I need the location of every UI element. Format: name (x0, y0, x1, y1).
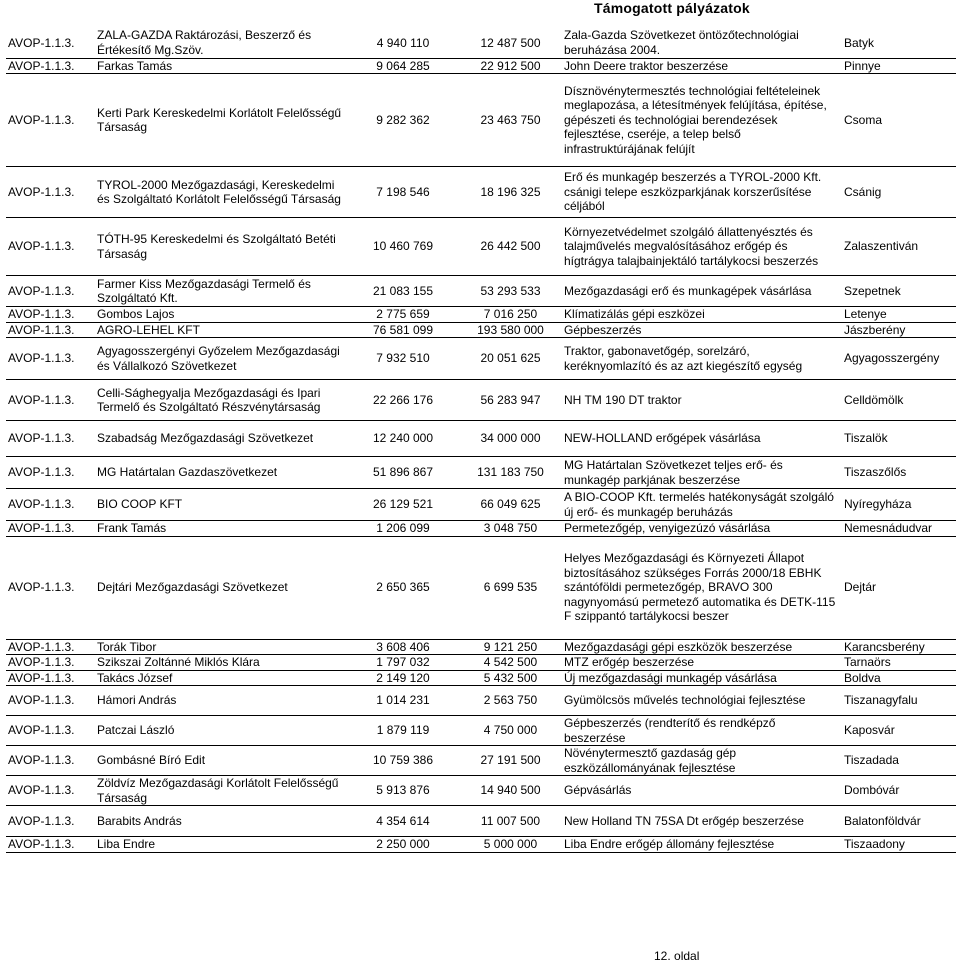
grant-code: AVOP-1.1.3. (6, 457, 95, 489)
location: Dejtár (842, 536, 956, 639)
total-cost: 11 007 500 (460, 806, 562, 837)
table-row (6, 776, 956, 806)
support-amount: 5 913 876 (347, 776, 460, 806)
project-description: Klímatizálás gépi eszközei (562, 307, 842, 323)
beneficiary-name: Farmer Kiss Mezőgazdasági Termelő és Szolgáltató Kft. (95, 276, 347, 307)
project-description: NH TM 190 DT traktor (562, 380, 842, 421)
support-amount: 12 240 000 (347, 421, 460, 457)
support-amount: 1 879 119 (347, 716, 460, 746)
location: Kaposvár (842, 716, 956, 746)
table-row (6, 521, 956, 537)
location: Szepetnek (842, 276, 956, 307)
table-row (6, 218, 956, 276)
total-cost: 26 442 500 (460, 218, 562, 276)
location: Nyíregyháza (842, 489, 956, 521)
support-amount: 2 650 365 (347, 536, 460, 639)
total-cost: 7 016 250 (460, 307, 562, 323)
grant-code: AVOP-1.1.3. (6, 167, 95, 218)
location: Agyagosszergény (842, 338, 956, 380)
total-cost: 66 049 625 (460, 489, 562, 521)
support-amount: 26 129 521 (347, 489, 460, 521)
support-amount: 2 149 120 (347, 670, 460, 686)
location: Balatonföldvár (842, 806, 956, 837)
total-cost: 2 563 750 (460, 686, 562, 716)
project-description: NEW-HOLLAND erőgépek vásárlása (562, 421, 842, 457)
beneficiary-name: Kerti Park Kereskedelmi Korlátolt Felelősségű Társaság (95, 74, 347, 167)
table-row (6, 380, 956, 421)
total-cost: 9 121 250 (460, 639, 562, 655)
beneficiary-name: TYROL-2000 Mezőgazdasági, Kereskedelmi és Szolgáltató Korlátolt Felelősségű Társaság (95, 167, 347, 218)
beneficiary-name: TÓTH-95 Kereskedelmi és Szolgáltató Betéti Társaság (95, 218, 347, 276)
beneficiary-name: Takács József (95, 670, 347, 686)
table-row (6, 489, 956, 521)
beneficiary-name: Torák Tibor (95, 639, 347, 655)
total-cost: 53 293 533 (460, 276, 562, 307)
support-amount: 2 775 659 (347, 307, 460, 323)
grant-code: AVOP-1.1.3. (6, 28, 95, 58)
project-description: Mezőgazdasági gépi eszközök beszerzése (562, 639, 842, 655)
project-description: John Deere traktor beszerzése (562, 58, 842, 74)
support-amount: 51 896 867 (347, 457, 460, 489)
total-cost: 34 000 000 (460, 421, 562, 457)
beneficiary-name: AGRO-LEHEL KFT (95, 322, 347, 338)
location: Tiszadada (842, 746, 956, 776)
total-cost: 14 940 500 (460, 776, 562, 806)
support-amount: 1 206 099 (347, 521, 460, 537)
table-row (6, 167, 956, 218)
grant-code: AVOP-1.1.3. (6, 307, 95, 323)
location: Dombóvár (842, 776, 956, 806)
beneficiary-name: Szikszai Zoltánné Miklós Klára (95, 655, 347, 671)
page-number: 12. oldal (654, 949, 700, 963)
beneficiary-name: Szabadság Mezőgazdasági Szövetkezet (95, 421, 347, 457)
support-amount: 1 014 231 (347, 686, 460, 716)
grant-code: AVOP-1.1.3. (6, 74, 95, 167)
location: Celldömölk (842, 380, 956, 421)
project-description: Erő és munkagép beszerzés a TYROL-2000 Kft. csánigi telepe eszközparkjának korszerűsítése céljából (562, 167, 842, 218)
grant-code: AVOP-1.1.3. (6, 746, 95, 776)
location: Csoma (842, 74, 956, 167)
project-description: New Holland TN 75SA Dt erőgép beszerzése (562, 806, 842, 837)
total-cost: 131 183 750 (460, 457, 562, 489)
beneficiary-name: Gombásné Bíró Edit (95, 746, 347, 776)
support-amount: 2 250 000 (347, 837, 460, 853)
beneficiary-name: Liba Endre (95, 837, 347, 853)
table-row (6, 670, 956, 686)
total-cost: 4 750 000 (460, 716, 562, 746)
table-row (6, 457, 956, 489)
support-amount: 4 940 110 (347, 28, 460, 58)
table-row (6, 536, 956, 639)
beneficiary-name: Barabits András (95, 806, 347, 837)
total-cost: 18 196 325 (460, 167, 562, 218)
project-description: Új mezőgazdasági munkagép vásárlása (562, 670, 842, 686)
table-row (6, 58, 956, 74)
grant-code: AVOP-1.1.3. (6, 521, 95, 537)
table-row (6, 307, 956, 323)
table-row (6, 338, 956, 380)
total-cost: 12 487 500 (460, 28, 562, 58)
location: Tiszanagyfalu (842, 686, 956, 716)
beneficiary-name: BIO COOP KFT (95, 489, 347, 521)
grant-code: AVOP-1.1.3. (6, 776, 95, 806)
grant-code: AVOP-1.1.3. (6, 276, 95, 307)
table-row (6, 639, 956, 655)
project-description: Gépbeszerzés (562, 322, 842, 338)
grant-code: AVOP-1.1.3. (6, 380, 95, 421)
project-description: MG Határtalan Szövetkezet teljes erő- és munkagép parkjának beszerzése (562, 457, 842, 489)
support-amount: 4 354 614 (347, 806, 460, 837)
beneficiary-name: Hámori András (95, 686, 347, 716)
project-description: Környezetvédelmet szolgáló állattenyésztés és talajművelés megvalósításához erőgép és hígtrágya talajbainjektáló tartálykocsi beszerzés (562, 218, 842, 276)
location: Tiszalök (842, 421, 956, 457)
table-row (6, 655, 956, 671)
grant-code: AVOP-1.1.3. (6, 421, 95, 457)
beneficiary-name: Gombos Lajos (95, 307, 347, 323)
project-description: Helyes Mezőgazdasági és Környezeti Állapot biztosításához szükséges Forrás 2000/18 EBHK szántóföldi permetezőgép, BRAVO 300 nagynyomású permetező automatika és DETK-115 F szippantó tartálykocsi beszer (562, 536, 842, 639)
project-description: Zala-Gazda Szövetkezet öntözőtechnológiai beruházása 2004. (562, 28, 842, 58)
table-row (6, 746, 956, 776)
total-cost: 56 283 947 (460, 380, 562, 421)
grant-code: AVOP-1.1.3. (6, 58, 95, 74)
beneficiary-name: MG Határtalan Gazdaszövetkezet (95, 457, 347, 489)
support-amount: 10 460 769 (347, 218, 460, 276)
beneficiary-name: ZALA-GAZDA Raktározási, Beszerző és Értékesítő Mg.Szöv. (95, 28, 347, 58)
total-cost: 3 048 750 (460, 521, 562, 537)
support-amount: 7 198 546 (347, 167, 460, 218)
table-row (6, 716, 956, 746)
beneficiary-name: Celli-Sághegyalja Mezőgazdasági és Ipari Termelő és Szolgáltató Részvénytársaság (95, 380, 347, 421)
location: Tiszaszőlős (842, 457, 956, 489)
grant-code: AVOP-1.1.3. (6, 322, 95, 338)
beneficiary-name: Dejtári Mezőgazdasági Szövetkezet (95, 536, 347, 639)
location: Karancsberény (842, 639, 956, 655)
project-description: Dísznövénytermesztés technológiai feltételeinek meglapozása, a létesítmények felújítása, építése, gépészeti és technológiai berendezések fejlesztése, cseréje, a telep belső infrastruktúrájának felújít (562, 74, 842, 167)
location: Letenye (842, 307, 956, 323)
table-row (6, 322, 956, 338)
total-cost: 5 000 000 (460, 837, 562, 853)
project-description: Mezőgazdasági erő és munkagépek vásárlása (562, 276, 842, 307)
grants-table-body (6, 28, 956, 852)
project-description: A BIO-COOP Kft. termelés hatékonyságát szolgáló új erő- és munkagép beruházás (562, 489, 842, 521)
grant-code: AVOP-1.1.3. (6, 218, 95, 276)
location: Tarnaörs (842, 655, 956, 671)
location: Boldva (842, 670, 956, 686)
total-cost: 27 191 500 (460, 746, 562, 776)
location: Pinnye (842, 58, 956, 74)
grant-code: AVOP-1.1.3. (6, 536, 95, 639)
table-row (6, 806, 956, 837)
project-description: Liba Endre erőgép állomány fejlesztése (562, 837, 842, 853)
total-cost: 20 051 625 (460, 338, 562, 380)
location: Tiszaadony (842, 837, 956, 853)
location: Batyk (842, 28, 956, 58)
support-amount: 76 581 099 (347, 322, 460, 338)
location: Jászberény (842, 322, 956, 338)
beneficiary-name: Zöldvíz Mezőgazdasági Korlátolt Felelősségű Társaság (95, 776, 347, 806)
table-row (6, 28, 956, 58)
grant-code: AVOP-1.1.3. (6, 489, 95, 521)
total-cost: 4 542 500 (460, 655, 562, 671)
support-amount: 10 759 386 (347, 746, 460, 776)
total-cost: 22 912 500 (460, 58, 562, 74)
table-row (6, 421, 956, 457)
support-amount: 9 282 362 (347, 74, 460, 167)
support-amount: 22 266 176 (347, 380, 460, 421)
grants-table (6, 28, 956, 853)
project-description: MTZ erőgép beszerzése (562, 655, 842, 671)
table-row (6, 74, 956, 167)
table-row (6, 837, 956, 853)
location: Nemesnádudvar (842, 521, 956, 537)
table-row (6, 686, 956, 716)
support-amount: 3 608 406 (347, 639, 460, 655)
project-description: Gépvásárlás (562, 776, 842, 806)
total-cost: 23 463 750 (460, 74, 562, 167)
grant-code: AVOP-1.1.3. (6, 806, 95, 837)
grant-code: AVOP-1.1.3. (6, 837, 95, 853)
support-amount: 9 064 285 (347, 58, 460, 74)
project-description: Permetezőgép, venyigezúzó vásárlása (562, 521, 842, 537)
grant-code: AVOP-1.1.3. (6, 670, 95, 686)
support-amount: 1 797 032 (347, 655, 460, 671)
total-cost: 5 432 500 (460, 670, 562, 686)
total-cost: 6 699 535 (460, 536, 562, 639)
grant-code: AVOP-1.1.3. (6, 716, 95, 746)
support-amount: 7 932 510 (347, 338, 460, 380)
project-description: Traktor, gabonavetőgép, sorelzáró, keréknyomlazító és az azt kiegészítő egység (562, 338, 842, 380)
table-row (6, 276, 956, 307)
project-description: Gépbeszerzés (rendterítő és rendképző beszerzése (562, 716, 842, 746)
support-amount: 21 083 155 (347, 276, 460, 307)
grant-code: AVOP-1.1.3. (6, 655, 95, 671)
grant-code: AVOP-1.1.3. (6, 338, 95, 380)
beneficiary-name: Agyagosszergényi Győzelem Mezőgazdasági és Vállalkozó Szövetkezet (95, 338, 347, 380)
beneficiary-name: Frank Tamás (95, 521, 347, 537)
total-cost: 193 580 000 (460, 322, 562, 338)
beneficiary-name: Patczai László (95, 716, 347, 746)
beneficiary-name: Farkas Tamás (95, 58, 347, 74)
project-description: Növénytermesztő gazdaság gép eszközállományának fejlesztése (562, 746, 842, 776)
grant-code: AVOP-1.1.3. (6, 686, 95, 716)
page-title: Támogatott pályázatok (594, 0, 750, 16)
location: Csánig (842, 167, 956, 218)
grant-code: AVOP-1.1.3. (6, 639, 95, 655)
location: Zalaszentiván (842, 218, 956, 276)
project-description: Gyümölcsös művelés technológiai fejlesztése (562, 686, 842, 716)
